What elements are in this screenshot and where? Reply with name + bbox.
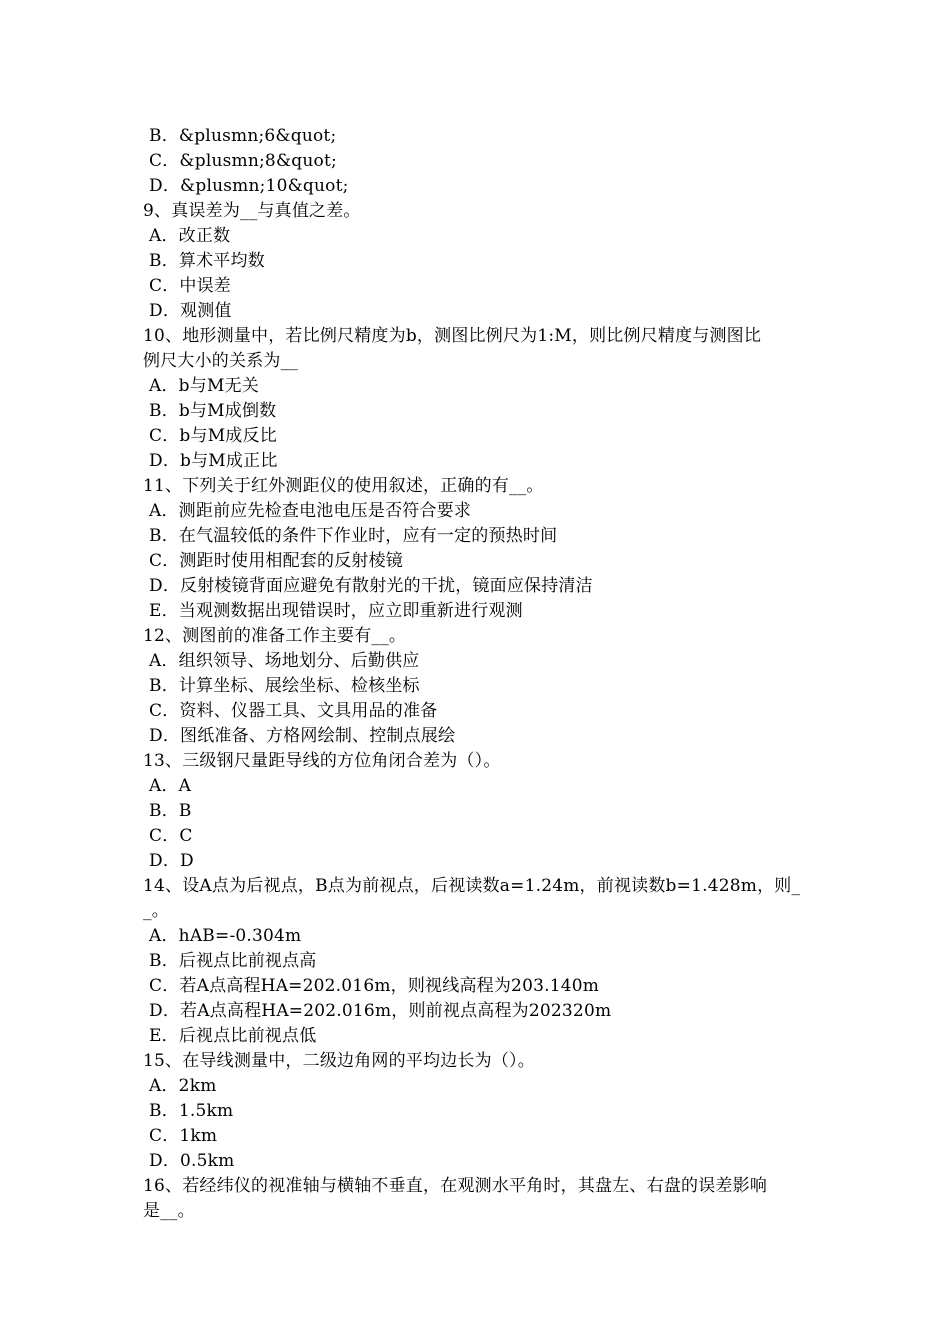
answer-option: C．&plusmn;8&quot; [149,151,337,171]
answer-option: D．0.5km [149,1151,235,1171]
answer-option: A．b与M无关 [149,376,259,396]
answer-option: B．B [149,801,192,821]
answer-option: A．A [149,776,192,796]
question-text: 15、在导线测量中，二级边角网的平均边长为（）。 [143,1051,535,1071]
answer-option: A．2km [149,1076,217,1096]
answer-option: B．后视点比前视点高 [149,951,317,971]
answer-option: B．b与M成倒数 [149,401,277,421]
answer-option: E．后视点比前视点低 [149,1026,317,1046]
answer-option: D．若A点高程HA=202.016m，则前视点高程为202320m [149,1001,612,1021]
answer-option: C．1km [149,1126,218,1146]
question-text: 9、真误差为__与真值之差。 [143,201,361,221]
answer-option: C．中误差 [149,276,232,296]
question-text: 11、下列关于红外测距仪的使用叙述，正确的有__。 [143,476,544,496]
answer-option: B．在气温较低的条件下作业时，应有一定的预热时间 [149,526,558,546]
answer-option: E．当观测数据出现错误时，应立即重新进行观测 [149,601,523,621]
answer-option: D．观测值 [149,301,232,321]
answer-option: B．算术平均数 [149,251,265,271]
answer-option: D．D [149,851,194,871]
answer-option: C．测距时使用相配套的反射棱镜 [149,551,404,571]
question-text: 14、设A点为后视点，B点为前视点，后视读数a=1.24m，前视读数b=1.428m，则_ [143,876,801,896]
answer-option: A．测距前应先检查电池电压是否符合要求 [149,501,472,521]
question-text: _。 [143,901,169,921]
question-text: 例尺大小的关系为__ [143,351,298,371]
question-text: 10、地形测量中，若比例尺精度为b，测图比例尺为1:M，则比例尺精度与测图比 [143,326,762,346]
question-list [143,124,815,1224]
answer-option: B．1.5km [149,1101,234,1121]
answer-option: C．b与M成反比 [149,426,277,446]
answer-option: C．C [149,826,193,846]
question-text: 16、若经纬仪的视准轴与横轴不垂直，在观测水平角时，其盘左、右盘的误差影响 [143,1176,768,1196]
answer-option: D．b与M成正比 [149,451,278,471]
answer-option: C．资料、仪器工具、文具用品的准备 [149,701,438,721]
question-text: 12、测图前的准备工作主要有__。 [143,626,407,646]
answer-option: D．反射棱镜背面应避免有散射光的干扰，镜面应保持清洁 [149,576,593,596]
answer-option: D．图纸准备、方格网绘制、控制点展绘 [149,726,456,746]
answer-option: C．若A点高程HA=202.016m，则视线高程为203.140m [149,976,600,996]
answer-option: A．组织领导、场地划分、后勤供应 [149,651,420,671]
question-text: 13、三级钢尺量距导线的方位角闭合差为（）。 [143,751,501,771]
answer-option: D．&plusmn;10&quot; [149,176,349,196]
answer-option: A．hAB=-0.304m [149,926,302,946]
answer-option: B．计算坐标、展绘坐标、检核坐标 [149,676,420,696]
question-text: 是__。 [143,1201,195,1221]
answer-option: B．&plusmn;6&quot; [149,126,337,146]
answer-option: A．改正数 [149,226,231,246]
